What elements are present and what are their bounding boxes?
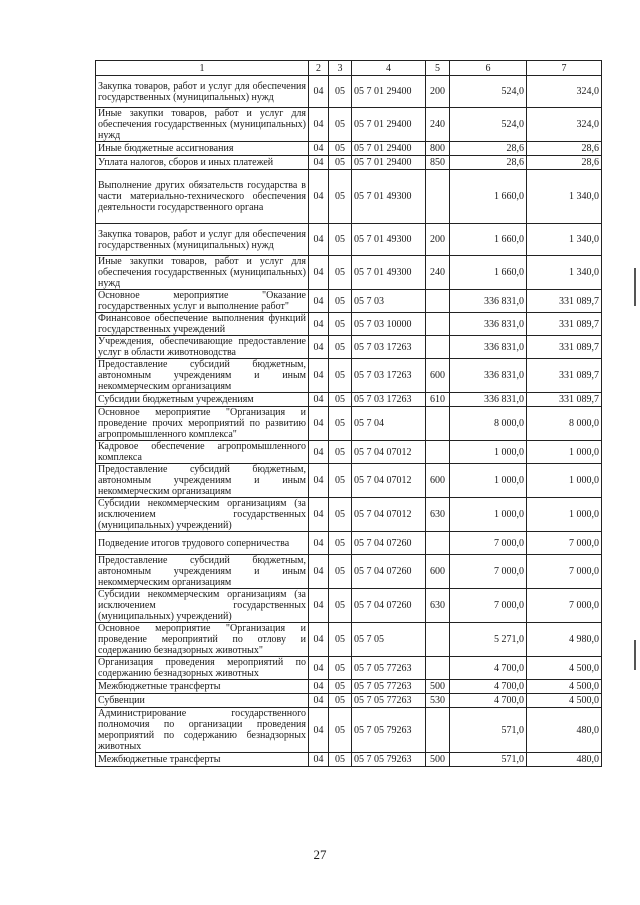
table-row <box>96 623 602 657</box>
row-value-cell: 28,6 <box>527 156 602 170</box>
row-value-cell: 240 <box>426 108 450 142</box>
row-value-cell: 630 <box>426 498 450 532</box>
table-row <box>96 108 602 142</box>
row-value-cell: 05 <box>329 256 352 290</box>
budget-table <box>95 60 602 767</box>
row-value-cell: 05 <box>329 336 352 359</box>
row-value-cell: 500 <box>426 680 450 694</box>
row-value-cell: 4 500,0 <box>527 657 602 680</box>
row-value-cell: 04 <box>309 753 329 767</box>
column-header: 4 <box>352 61 426 76</box>
row-name-cell: Основное мероприятие "Организация и проведение мероприятий по отлову и содержанию безнадзорных животных" <box>96 623 309 657</box>
row-value-cell <box>426 313 450 336</box>
row-value-cell: 571,0 <box>450 708 527 753</box>
table-row <box>96 708 602 753</box>
table-row <box>96 256 602 290</box>
row-value-cell: 05 7 05 <box>352 623 426 657</box>
row-value-cell: 05 7 04 07012 <box>352 441 426 464</box>
row-value-cell: 28,6 <box>527 142 602 156</box>
row-name-cell: Субсидии некоммерческим организациям (за исключением государственных (муниципальных) учреждений) <box>96 589 309 623</box>
row-value-cell: 05 <box>329 170 352 224</box>
row-value-cell: 05 <box>329 464 352 498</box>
row-value-cell: 04 <box>309 708 329 753</box>
row-value-cell: 05 7 01 49300 <box>352 256 426 290</box>
row-name-cell: Предоставление субсидий бюджетным, автономным учреждениям и иным некоммерческим организациям <box>96 555 309 589</box>
column-header: 6 <box>450 61 527 76</box>
row-value-cell: 05 7 05 77263 <box>352 680 426 694</box>
row-value-cell: 04 <box>309 142 329 156</box>
row-value-cell: 480,0 <box>527 753 602 767</box>
row-value-cell: 05 7 05 77263 <box>352 657 426 680</box>
row-value-cell: 05 7 01 29400 <box>352 156 426 170</box>
row-value-cell: 7 000,0 <box>450 589 527 623</box>
row-value-cell <box>426 657 450 680</box>
table-row <box>96 170 602 224</box>
table-row <box>96 76 602 108</box>
row-name-cell: Субвенции <box>96 694 309 708</box>
row-value-cell: 05 7 01 29400 <box>352 76 426 108</box>
row-name-cell: Предоставление субсидий бюджетным, автономным учреждениям и иным некоммерческим организациям <box>96 359 309 393</box>
row-value-cell: 524,0 <box>450 108 527 142</box>
table-row <box>96 156 602 170</box>
row-value-cell: 04 <box>309 224 329 256</box>
row-name-cell: Предоставление субсидий бюджетным, автономным учреждениям и иным некоммерческим организациям <box>96 464 309 498</box>
row-value-cell: 5 271,0 <box>450 623 527 657</box>
row-value-cell: 4 700,0 <box>450 694 527 708</box>
row-value-cell: 05 <box>329 76 352 108</box>
row-value-cell: 1 340,0 <box>527 170 602 224</box>
row-name-cell: Закупка товаров, работ и услуг для обеспечения государственных (муниципальных) нужд <box>96 224 309 256</box>
row-name-cell: Иные бюджетные ассигнования <box>96 142 309 156</box>
row-value-cell: 336 831,0 <box>450 336 527 359</box>
row-value-cell: 04 <box>309 441 329 464</box>
row-name-cell: Межбюджетные трансферты <box>96 753 309 767</box>
row-value-cell: 05 7 01 29400 <box>352 108 426 142</box>
row-value-cell: 05 7 04 07260 <box>352 555 426 589</box>
column-header: 7 <box>527 61 602 76</box>
row-value-cell: 530 <box>426 694 450 708</box>
table-row <box>96 290 602 313</box>
row-value-cell: 1 000,0 <box>450 464 527 498</box>
row-value-cell: 4 700,0 <box>450 657 527 680</box>
row-value-cell: 4 980,0 <box>527 623 602 657</box>
row-value-cell: 04 <box>309 290 329 313</box>
row-value-cell: 05 <box>329 441 352 464</box>
row-value-cell: 04 <box>309 498 329 532</box>
row-value-cell: 331 089,7 <box>527 359 602 393</box>
row-value-cell: 05 <box>329 657 352 680</box>
row-value-cell <box>426 336 450 359</box>
row-name-cell: Иные закупки товаров, работ и услуг для обеспечения государственных (муниципальных) нужд <box>96 108 309 142</box>
row-value-cell: 05 7 04 <box>352 407 426 441</box>
row-value-cell: 800 <box>426 142 450 156</box>
row-value-cell: 04 <box>309 336 329 359</box>
row-value-cell <box>426 290 450 313</box>
row-value-cell: 524,0 <box>450 76 527 108</box>
row-value-cell: 4 700,0 <box>450 680 527 694</box>
row-name-cell: Основное мероприятие "Оказание государственных услуг и выполнение работ" <box>96 290 309 313</box>
table-row <box>96 753 602 767</box>
row-value-cell: 04 <box>309 589 329 623</box>
row-value-cell: 04 <box>309 407 329 441</box>
row-value-cell: 05 7 05 79263 <box>352 753 426 767</box>
row-value-cell: 04 <box>309 464 329 498</box>
row-value-cell: 04 <box>309 623 329 657</box>
row-name-cell: Выполнение других обязательств государства в части материально-технического обеспечения деятельности государственного органа <box>96 170 309 224</box>
column-header: 2 <box>309 61 329 76</box>
row-value-cell: 600 <box>426 359 450 393</box>
row-value-cell: 8 000,0 <box>450 407 527 441</box>
row-value-cell: 1 340,0 <box>527 256 602 290</box>
row-value-cell: 7 000,0 <box>450 555 527 589</box>
row-value-cell: 04 <box>309 359 329 393</box>
row-name-cell: Подведение итогов трудового соперничества <box>96 532 309 555</box>
row-name-cell: Межбюджетные трансферты <box>96 680 309 694</box>
row-value-cell: 240 <box>426 256 450 290</box>
row-value-cell: 05 7 03 10000 <box>352 313 426 336</box>
row-value-cell: 04 <box>309 256 329 290</box>
row-value-cell: 05 7 03 17263 <box>352 359 426 393</box>
row-value-cell: 331 089,7 <box>527 290 602 313</box>
row-value-cell: 336 831,0 <box>450 313 527 336</box>
row-name-cell: Закупка товаров, работ и услуг для обеспечения государственных (муниципальных) нужд <box>96 76 309 108</box>
row-value-cell: 05 7 04 07012 <box>352 464 426 498</box>
row-value-cell: 04 <box>309 555 329 589</box>
row-value-cell: 7 000,0 <box>527 555 602 589</box>
table-row <box>96 441 602 464</box>
row-value-cell: 200 <box>426 76 450 108</box>
row-value-cell: 05 <box>329 623 352 657</box>
row-value-cell: 336 831,0 <box>450 359 527 393</box>
column-header: 1 <box>96 61 309 76</box>
row-value-cell: 8 000,0 <box>527 407 602 441</box>
row-value-cell: 04 <box>309 532 329 555</box>
row-value-cell: 05 <box>329 532 352 555</box>
row-value-cell: 28,6 <box>450 142 527 156</box>
row-value-cell: 04 <box>309 170 329 224</box>
row-value-cell: 7 000,0 <box>450 532 527 555</box>
row-value-cell: 610 <box>426 393 450 407</box>
row-name-cell: Администрирование государственного полномочия по организации проведения мероприятий по содержанию безнадзорных животных <box>96 708 309 753</box>
row-value-cell: 1 340,0 <box>527 224 602 256</box>
row-name-cell: Уплата налогов, сборов и иных платежей <box>96 156 309 170</box>
table-row <box>96 657 602 680</box>
row-value-cell: 05 <box>329 393 352 407</box>
column-header: 5 <box>426 61 450 76</box>
row-value-cell: 05 7 05 77263 <box>352 694 426 708</box>
row-value-cell: 1 000,0 <box>450 441 527 464</box>
row-value-cell: 1 000,0 <box>450 498 527 532</box>
row-value-cell: 7 000,0 <box>527 589 602 623</box>
row-value-cell: 05 <box>329 290 352 313</box>
row-value-cell: 600 <box>426 464 450 498</box>
table-row <box>96 407 602 441</box>
row-name-cell: Организация проведения мероприятий по содержанию безнадзорных животных <box>96 657 309 680</box>
row-value-cell: 04 <box>309 694 329 708</box>
row-value-cell: 1 000,0 <box>527 441 602 464</box>
row-value-cell: 500 <box>426 753 450 767</box>
row-value-cell <box>426 708 450 753</box>
row-value-cell: 05 <box>329 589 352 623</box>
row-value-cell: 05 7 03 17263 <box>352 336 426 359</box>
scan-edge-mark <box>634 640 636 670</box>
row-value-cell: 28,6 <box>450 156 527 170</box>
row-value-cell: 571,0 <box>450 753 527 767</box>
row-value-cell: 04 <box>309 313 329 336</box>
scan-edge-mark <box>634 268 636 306</box>
row-value-cell: 04 <box>309 76 329 108</box>
row-name-cell: Иные закупки товаров, работ и услуг для обеспечения государственных (муниципальных) нужд <box>96 256 309 290</box>
row-name-cell: Кадровое обеспечение агропромышленного комплекса <box>96 441 309 464</box>
row-name-cell: Основное мероприятие "Организация и проведение прочих мероприятий по развитию агропромышленного комплекса" <box>96 407 309 441</box>
row-value-cell <box>426 441 450 464</box>
row-value-cell: 1 660,0 <box>450 224 527 256</box>
row-value-cell: 336 831,0 <box>450 290 527 313</box>
table-row <box>96 680 602 694</box>
row-value-cell: 1 660,0 <box>450 170 527 224</box>
row-value-cell: 05 7 04 07012 <box>352 498 426 532</box>
row-value-cell: 850 <box>426 156 450 170</box>
table-row <box>96 498 602 532</box>
row-value-cell: 1 000,0 <box>527 498 602 532</box>
row-value-cell <box>426 170 450 224</box>
table-row <box>96 555 602 589</box>
row-value-cell: 05 7 01 49300 <box>352 170 426 224</box>
row-value-cell: 331 089,7 <box>527 336 602 359</box>
row-value-cell: 04 <box>309 680 329 694</box>
table-row <box>96 464 602 498</box>
table-row <box>96 532 602 555</box>
page-number: 27 <box>313 847 327 862</box>
row-value-cell: 05 <box>329 224 352 256</box>
row-value-cell: 1 000,0 <box>527 464 602 498</box>
row-value-cell: 04 <box>309 393 329 407</box>
row-value-cell: 336 831,0 <box>450 393 527 407</box>
row-value-cell: 05 <box>329 753 352 767</box>
row-value-cell: 05 7 05 79263 <box>352 708 426 753</box>
row-value-cell: 05 <box>329 313 352 336</box>
row-name-cell: Учреждения, обеспечивающие предоставление услуг в области животноводства <box>96 336 309 359</box>
row-value-cell: 331 089,7 <box>527 393 602 407</box>
table-row <box>96 313 602 336</box>
row-value-cell: 4 500,0 <box>527 694 602 708</box>
row-value-cell: 04 <box>309 156 329 170</box>
row-value-cell: 05 7 03 <box>352 290 426 313</box>
table-row <box>96 336 602 359</box>
row-value-cell: 05 <box>329 407 352 441</box>
table-row <box>96 142 602 156</box>
row-value-cell: 05 <box>329 156 352 170</box>
row-value-cell: 331 089,7 <box>527 313 602 336</box>
table-row <box>96 589 602 623</box>
row-name-cell: Субсидии бюджетным учреждениям <box>96 393 309 407</box>
row-name-cell: Субсидии некоммерческим организациям (за исключением государственных (муниципальных) учреждений) <box>96 498 309 532</box>
row-value-cell: 630 <box>426 589 450 623</box>
row-value-cell: 05 7 04 07260 <box>352 589 426 623</box>
row-value-cell <box>426 407 450 441</box>
row-value-cell: 200 <box>426 224 450 256</box>
row-value-cell: 05 7 03 17263 <box>352 393 426 407</box>
row-value-cell: 05 <box>329 498 352 532</box>
row-value-cell: 600 <box>426 555 450 589</box>
row-value-cell: 05 7 04 07260 <box>352 532 426 555</box>
row-value-cell <box>426 532 450 555</box>
table-row <box>96 393 602 407</box>
row-value-cell: 1 660,0 <box>450 256 527 290</box>
row-value-cell: 324,0 <box>527 108 602 142</box>
row-value-cell: 04 <box>309 108 329 142</box>
row-value-cell: 05 <box>329 680 352 694</box>
row-value-cell: 05 <box>329 359 352 393</box>
row-value-cell: 05 7 01 49300 <box>352 224 426 256</box>
row-name-cell: Финансовое обеспечение выполнения функций государственных учреждений <box>96 313 309 336</box>
row-value-cell: 05 <box>329 708 352 753</box>
row-value-cell: 480,0 <box>527 708 602 753</box>
column-header: 3 <box>329 61 352 76</box>
row-value-cell: 05 <box>329 694 352 708</box>
table-row <box>96 694 602 708</box>
table-row <box>96 359 602 393</box>
row-value-cell: 05 <box>329 555 352 589</box>
row-value-cell: 7 000,0 <box>527 532 602 555</box>
row-value-cell: 4 500,0 <box>527 680 602 694</box>
row-value-cell: 05 <box>329 108 352 142</box>
table-row <box>96 224 602 256</box>
table-header-row <box>96 61 602 76</box>
row-value-cell <box>426 623 450 657</box>
row-value-cell: 05 7 01 29400 <box>352 142 426 156</box>
row-value-cell: 04 <box>309 657 329 680</box>
row-value-cell: 05 <box>329 142 352 156</box>
row-value-cell: 324,0 <box>527 76 602 108</box>
